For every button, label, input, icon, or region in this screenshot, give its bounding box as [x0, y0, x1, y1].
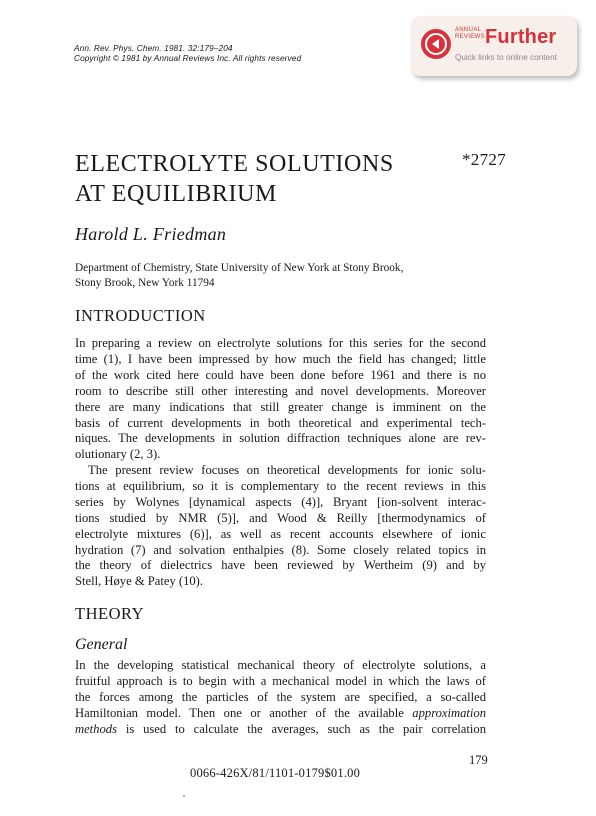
text-line: there are many indications that still greater change is imminent on the — [75, 399, 486, 414]
title-line: ELECTROLYTE SOLUTIONS — [75, 151, 394, 177]
text-line: series by Wolynes [dynamical aspects (4)], Bryant [ion-solvent interac- — [75, 494, 486, 509]
text-fragment: Hamiltonian model. Then one or another of the available — [75, 705, 404, 720]
text-line: The present review focuses on theoretical developments for ionic solu- — [88, 463, 486, 477]
text-line: niques. The developments in solution diffraction techniques alone are rev- — [75, 431, 486, 446]
scan-speck — [183, 795, 185, 797]
page-number: 179 — [469, 753, 488, 767]
intro-paragraph-2 — [75, 463, 486, 590]
text-line: the forces among the particles of the system are specified, a so-called — [75, 689, 486, 704]
text-line: fruitful approach is to begin with a mechanical model in which the laws of — [75, 673, 486, 688]
copyright-line: Copyright © 1981 by Annual Reviews Inc. All rights reserved — [74, 53, 302, 63]
text-line: the theory of dielectrics have been reviewed by Wertheim (9) and by — [75, 558, 486, 573]
journal-citation: Ann. Rev. Phys. Chem. 1981. 32:179–204 — [74, 43, 233, 53]
text-line: Stell, Høye & Patey (10). — [75, 574, 204, 589]
affiliation-line: Stony Brook, New York 11794 — [75, 277, 215, 289]
play-back-icon — [421, 29, 451, 59]
author-name: Harold L. Friedman — [75, 224, 227, 244]
text-line: In the developing statistical mechanical theory of electrolyte solutions, a — [75, 658, 486, 672]
annual-reviews-further-badge[interactable] — [411, 16, 577, 76]
text-fragment: is used to calculate the averages, such as the pair correlation — [125, 721, 486, 736]
badge-tagline: Quick links to online content — [455, 53, 557, 62]
text-line: electrolyte mixtures (6)], as well as recent accounts elsewhere of ionic — [75, 526, 486, 541]
footer-code: 0066-426X/81/1101-0179$01.00 — [190, 766, 361, 780]
badge-annual-label: ANNUAL — [455, 27, 482, 33]
general-subheading: General — [75, 636, 128, 653]
affiliation — [75, 261, 403, 291]
article-code: *2727 — [462, 150, 506, 169]
intro-paragraph-1 — [75, 336, 486, 463]
text-line: room to describe still other interesting and novel developments. Moreover — [75, 383, 486, 398]
text-line: tions studied by NMR (5)], and Wood & Reilly [thermodynamics of — [75, 510, 486, 525]
badge-further-label: Further — [485, 26, 557, 48]
general-paragraph — [75, 658, 486, 738]
emphasis-text: approximation — [412, 705, 486, 720]
text-line — [75, 722, 486, 738]
emphasis-text: methods — [75, 721, 117, 736]
badge-reviews-label: REVIEWS — [455, 34, 485, 40]
text-line: time (1), I have been impressed by how much the field has changed; little — [75, 351, 486, 366]
affiliation-line: Department of Chemistry, State University of New York at Stony Brook, — [75, 262, 404, 274]
title-line: AT EQUILIBRIUM — [75, 181, 277, 207]
text-line: basis of current developments in both theoretical and experimental tech- — [75, 415, 486, 430]
text-line: olutionary (2, 3). — [75, 447, 161, 462]
text-line: hydration (7) and solvation enthalpies (8). Some closely related topics in — [75, 542, 486, 557]
text-line: of the work cited here could have been done before 1961 and there is no — [75, 367, 486, 382]
theory-heading: THEORY — [75, 604, 144, 623]
text-line: tions at equilibrium, so it is complementary to the recent reviews in this — [75, 478, 486, 493]
introduction-heading: INTRODUCTION — [75, 306, 206, 325]
article-title — [75, 149, 394, 209]
text-line — [75, 706, 486, 722]
text-line: In preparing a review on electrolyte solutions for this series for the second — [75, 336, 486, 350]
